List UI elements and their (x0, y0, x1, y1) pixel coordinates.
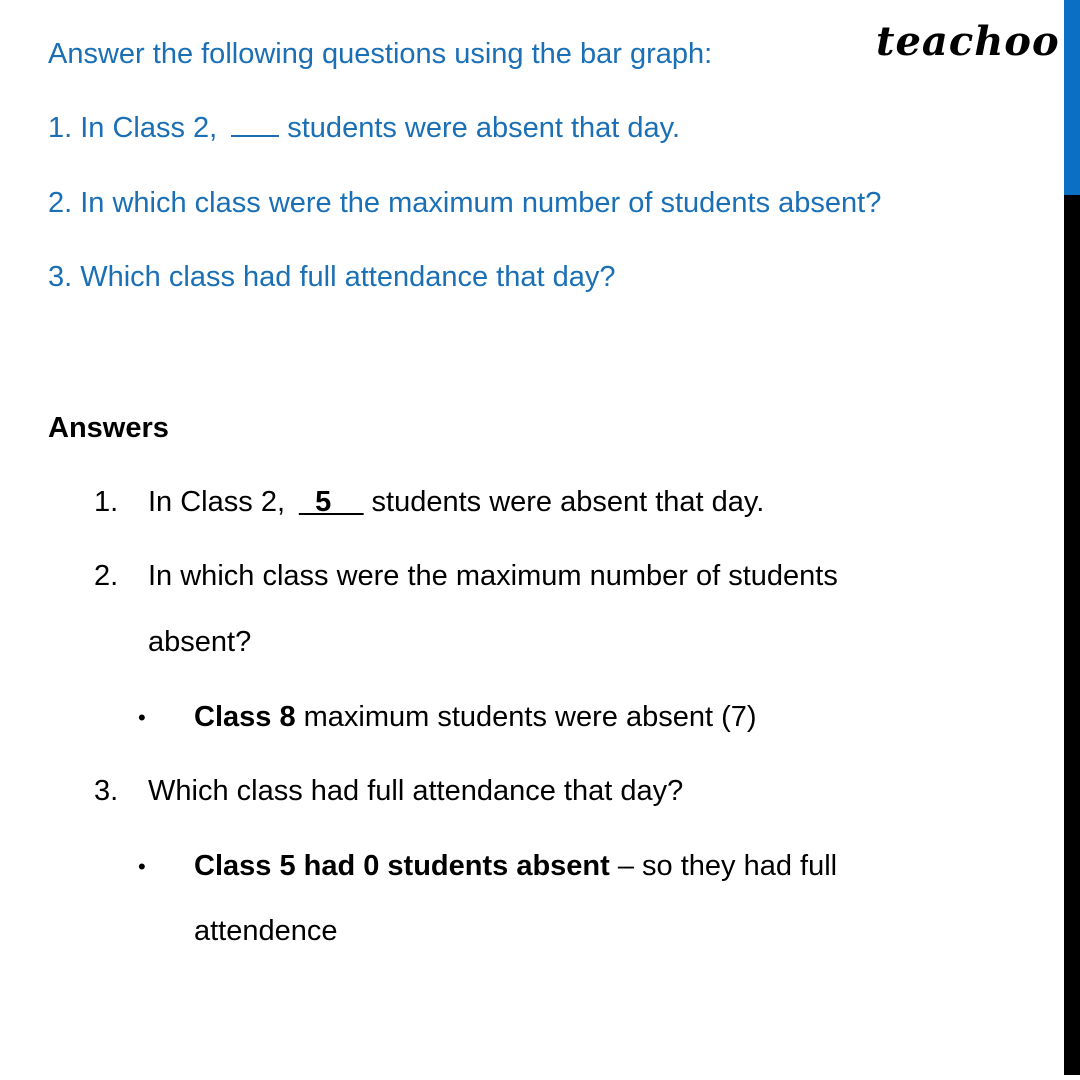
answer-3-line1: Which class had full attendance that day? (148, 775, 684, 807)
question-1 (48, 112, 680, 145)
answer-2-rest: maximum students were absent (7) (295, 701, 757, 733)
answer-1-suffix: students were absent that day. (371, 486, 765, 518)
accent-bar-blue (1064, 0, 1080, 195)
question-1-prefix: 1. In Class 2, (48, 112, 218, 144)
answer-3-bold: Class 5 had 0 students absent (194, 850, 610, 882)
accent-bar-black (1064, 195, 1080, 1075)
answer-2-line1: In which class were the maximum number of students (148, 560, 838, 592)
question-1-suffix: students were absent that day. (287, 112, 681, 144)
bullet-icon: • (138, 705, 146, 730)
answer-3-rest: – so they had full (609, 850, 838, 882)
answer-1-prefix: In Class 2, (148, 486, 285, 518)
question-1-blank (231, 115, 279, 137)
answer-1-value: _5__ (299, 486, 364, 518)
answer-3-bullet-line2: attendence (194, 915, 338, 947)
answer-2-number: 2. (94, 560, 119, 592)
answer-1-number: 1. (94, 486, 119, 518)
answer-2-bullet-text (194, 701, 757, 734)
answer-1-text (148, 486, 764, 519)
answer-2-line2: absent? (148, 626, 252, 658)
question-3: 3. Which class had full attendance that day? (48, 261, 616, 293)
answers-heading: Answers (48, 412, 169, 444)
answer-2-bold: Class 8 (194, 701, 296, 733)
teachoo-logo: teachoo (876, 18, 1060, 65)
answer-3-number: 3. (94, 775, 119, 807)
answer-3-bullet-text (194, 850, 837, 883)
bullet-icon: • (138, 854, 146, 879)
question-2: 2. In which class were the maximum number of students absent? (48, 187, 882, 219)
question-intro: Answer the following questions using the bar graph: (48, 38, 713, 70)
